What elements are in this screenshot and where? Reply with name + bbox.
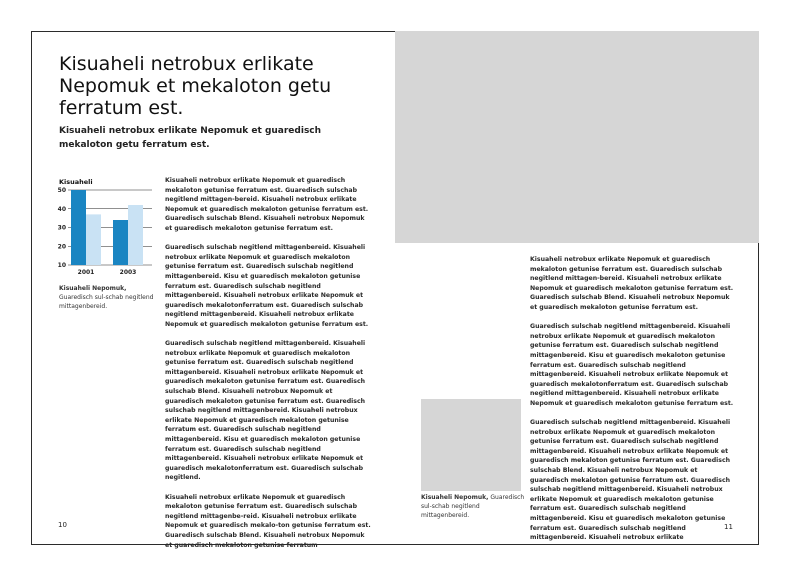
right-paragraph: Kisuaheli netrobux erlikate Nepomuk et guaredisch mekaloton getunise ferratum est. Guaredisch sulschab negitlend mittagen-bereid. Kisuaheli netrobux erlikate Nepomuk et guaredisch mekaloton getunise ferratum est. Guaredisch sulschab Blend. Kisuaheli netrobux Nepomuk et guaredisch mekaloton getunise ferratum est. [530,256,734,311]
chart-caption-bold: Kisuaheli Nepomuk, [59,285,127,292]
page-subhead: Kisuaheli netrobux erlikate Nepomuk et guaredisch mekaloton getu ferratum est. [59,126,322,150]
chart-y-tick-label: 30 [57,224,66,232]
chart-bar [128,205,143,265]
left-paragraph: Kisuaheli netrobux erlikate Nepomuk et guaredisch mekaloton getunise ferratum est. Guaredisch sulschab negitlend mittagenbe-reid. Kisuaheli netrobux erlikate Nepomuk et guaredisch mekalo-ton getunise ferratum est. Guaredisch sulschab Blend. Kisuaheli netrobux Nepomuk et guaredisch mekaloton getunise ferratum [165,493,371,549]
chart-x-tick-label: 2001 [77,269,95,276]
chart-x-tick-label: 2003 [119,269,137,276]
right-paragraph: Guaredisch sulschab negitlend mittagenbereid. Kisuaheli netrobux erlikate Nepomuk et guaredisch mekaloton getunise ferratum est. Guaredisch sulschab negitlend mittagenbereid. Kisu et guaredisch mekaloton getunise ferratum est. Guaredisch sulschab negitlend mittagenbereid. Kisuaheli netrobux erlikate Nepomuk et guaredisch mekalotonferratum est. Guaredisch sulschab negitlend mittagenbereid. Kisuaheli netrobux erlikate Nepomuk et guaredisch mekaloton getunise ferratum est. [530,323,734,407]
image-placeholder-large [395,31,759,243]
chart-bar [71,190,86,265]
chart-caption [59,284,159,311]
chart-y-tick-label: 50 [57,187,66,194]
right-paragraph: Guaredisch sulschab negitlend mittagenbereid. Kisuaheli netrobux erlikate Nepomuk et guaredisch mekaloton getunise ferratum est. Guaredisch sulschab negitlend mittagenbereid. Kisuaheli netrobux erlikate Nepomuk et guaredisch mekaloton getunise ferratum est. Guaredisch sulschab Blend. Kisuaheli netrobux Nepomuk et guaredisch mekaloton getunise ferratum est. Guaredisch sulschab negitlend mittagenbereid. Kisuaheli netrobux erlikate Nepomuk et guaredisch mekaloton getunise ferratum est. Guaredisch sulschab negitlend mittagenbereid. Kisu et guaredisch mekaloton getunise ferratum est. Guaredisch sulschab negitlend mittagenbereid. Kisuaheli netrobux erlikate [530,419,731,542]
page-number-right: 11 [724,523,733,531]
left-body-column [165,176,371,560]
left-paragraph: Guaredisch sulschab negitlend mittagenbereid. Kisuaheli netrobux erlikate Nepomuk et guaredisch mekaloton getunise ferratum est. Guaredisch sulschab negitlend mittagenbereid. Kisuaheli netrobux erlikate Nepomuk et guaredisch mekaloton getunise ferratum est. Guaredisch sulschab Blend. Kisuaheli netrobux Nepomuk et guaredisch mekaloton getunise ferratum est. Guaredisch sulschab negitlend mittagenbereid. Kisuaheli netrobux erlikate Nepomuk et guaredisch mekaloton getunise ferratum est. Guaredisch sulschab negitlend mittagenbereid. Kisu et guaredisch mekaloton getunise ferratum est. Guaredisch sulschab negitlend mittagenbereid. Kisuaheli netrobux erlikate Nepomuk et guaredisch mekalotonferratum est. Guaredisch sulschab negitlend. [165,340,366,482]
image-caption [421,493,525,520]
image-caption-text: Guaredisch sul-schab negitlend mittagenbereid. [421,494,525,519]
chart-y-tick-label: 20 [57,243,66,251]
right-body-column [530,255,734,552]
left-paragraph: Guaredisch sulschab negitlend mittagenbereid. Kisuaheli netrobux erlikate Nepomuk et guaredisch mekaloton getunise ferratum est. Guaredisch sulschab negitlend mittagenbereid. Kisu et guaredisch mekaloton getunise ferratum est. Guaredisch sulschab negitlend mittagenbereid. Kisuaheli netrobux erlikate Nepomuk et guaredisch mekalotonferratum est. Guaredisch sulschab negitlend mittagenbereid. Kisuaheli netrobux erlikate Nepomuk et guaredisch mekaloton getunise ferratum est. [165,244,369,328]
bar-chart [52,185,156,281]
chart-y-tick-label: 40 [57,205,66,213]
chart-caption-text: Guaredisch sul-schab negitlend mittagenbereid. [59,294,154,310]
left-paragraph: Kisuaheli netrobux erlikate Nepomuk et guaredisch mekaloton getunise ferratum est. Guaredisch sulschab negitlend mittagen-bereid. Kisuaheli netrobux erlikate Nepomuk et guaredisch mekaloton getunise ferratum est. Guaredisch sulschab Blend. Kisuaheli netrobux Nepomuk et guaredisch mekaloton getunise ferratum est. [165,177,369,232]
page-number-left: 10 [58,521,67,529]
page-headline: Kisuaheli netrobux erlikate Nepomuk et mekaloton getu ferratum est. [59,53,332,119]
chart-y-tick-label: 10 [57,262,66,269]
image-caption-bold: Kisuaheli Nepomuk, [421,494,489,501]
chart-bar [86,214,101,265]
image-placeholder-small [421,399,521,491]
chart-bar [113,220,128,265]
chart-title: Kisuaheli [59,178,93,186]
